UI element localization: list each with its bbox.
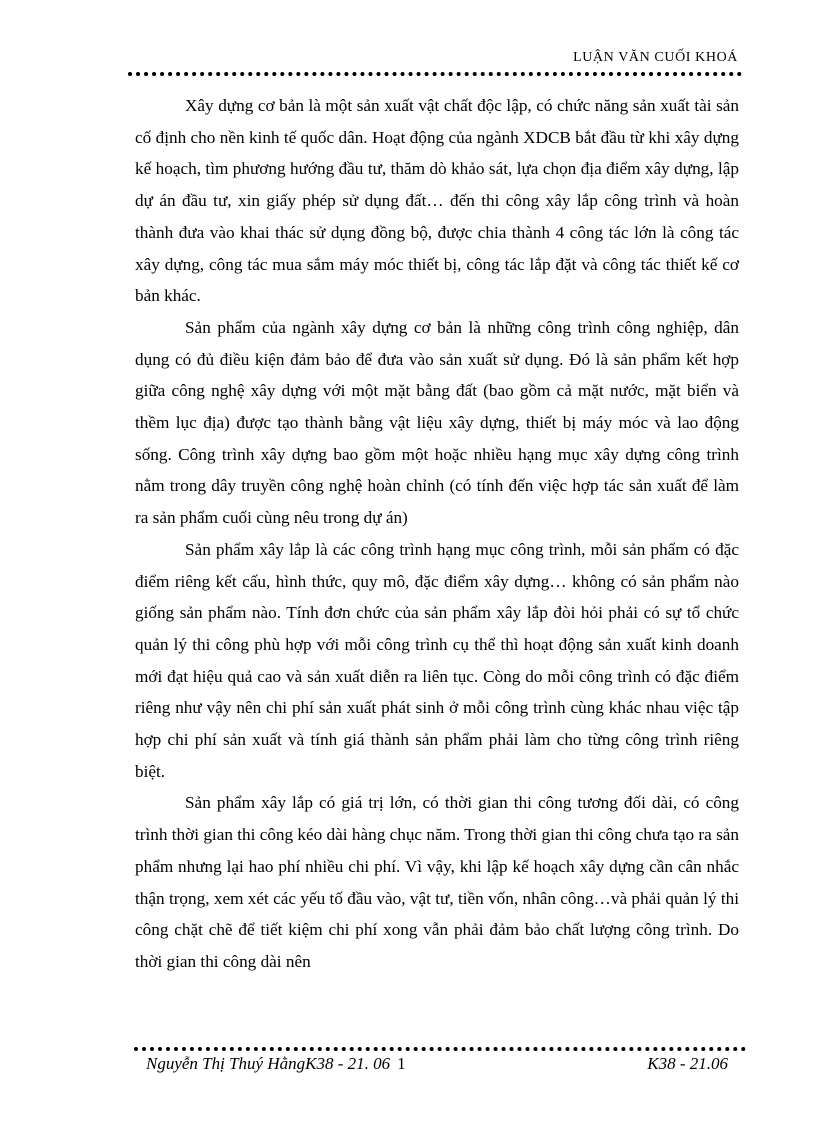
paragraph-1: Xây dựng cơ bản là một sản xuất vật chất độc lập, có chức năng sản xuất tài sản cố định cho nền kinh tế quốc dân. Hoạt động của ngành XDCB bắt đầu từ khi xây dựng kế hoạch, tìm phương hướng đầu tư, thăm dò khảo sát, lựa chọn địa điểm xây dựng, lập dự án đầu tư, xin giấy phép sử dụng đất… đến thi công xây lắp công trình và hoàn thành đưa vào khai thác sử dụng đồng bộ, được chia thành 4 công tác lớn là công tác xây dựng, công tác mua sắm máy móc thiết bị, công tác lắp đặt và công tác thiết kế cơ bản khác. — [135, 96, 739, 306]
footer-class-code-right: K38 - 21.06 — [647, 1054, 728, 1073]
paragraph-4: Sản phẩm xây lắp có giá trị lớn, có thời gian thi công tương đối dài, có công trình thời gian thi công kéo dài hàng chục năm. Trong thời gian thi công chưa tạo ra sản phẩm nhưng lại hao phí nhiều chi phí. Vì vậy, khi lập kế hoạch xây dựng cần cân nhắc thận trọng, xem xét các yếu tố đầu vào, vật tư, tiền vốn, nhân công…và phải quản lý thi công chặt chẽ để tiết kiệm chi phí xong vẫn phải đảm bảo chất lượng công trình. Do thời gian thi công dài nên — [135, 793, 739, 971]
page-header-title: LUẬN VĂN CUỐI KHOÁ — [573, 50, 738, 65]
footer-dotted-rule — [134, 1047, 746, 1051]
footer-left — [146, 1054, 406, 1074]
paragraph-3: Sản phẩm xây lắp là các công trình hạng mục công trình, mỗi sản phẩm có đặc điểm riêng kết cấu, hình thức, quy mô, đặc điểm xây dựng… không có sản phẩm nào giống sản phẩm nào. Tính đơn chức của sản phẩm xây lắp đòi hỏi phải có sự tổ chức quản lý thi công phù hợp với mỗi công trình cụ thể thì hoạt động sản xuất kinh doanh mới đạt hiệu quả cao và sản xuất diễn ra liên tục. Còng do mỗi công trình có đặc điểm riêng như vậy nên chi phí sản xuất phát sinh ở mỗi công trình cùng khác nhau việc tập hợp chi phí sản xuất và tính giá thành sản phẩm phải làm cho từng công trình riêng biệt. — [135, 539, 739, 781]
footer-page-number: 1 — [397, 1054, 406, 1073]
document-body — [135, 90, 739, 978]
footer-class-code-left: K38 - 21. 06 — [305, 1054, 391, 1073]
footer-author: Nguyễn Thị Thuý Hằng — [146, 1054, 306, 1073]
paragraph-2: Sản phẩm của ngành xây dựng cơ bản là những công trình công nghiệp, dân dụng có đủ điều kiện đảm bảo để đưa vào sản xuất sử dụng. Đó là sản phẩm kết hợp giữa công nghệ xây dựng với một mặt bằng đất (bao gồm cả mặt nước, mặt biển và thềm lục địa) được tạo thành bằng vật liệu xây dựng, thiết bị máy móc và lao động sống. Công trình xây dựng bao gồm một hoặc nhiều hạng mục xây dựng công trình nằm trong dây truyền công nghệ hoàn chỉnh (có tính đến việc hợp tác sản xuất để làm ra sản phẩm cuối cùng nêu trong dự án) — [135, 317, 739, 528]
header-dotted-rule — [128, 72, 742, 76]
